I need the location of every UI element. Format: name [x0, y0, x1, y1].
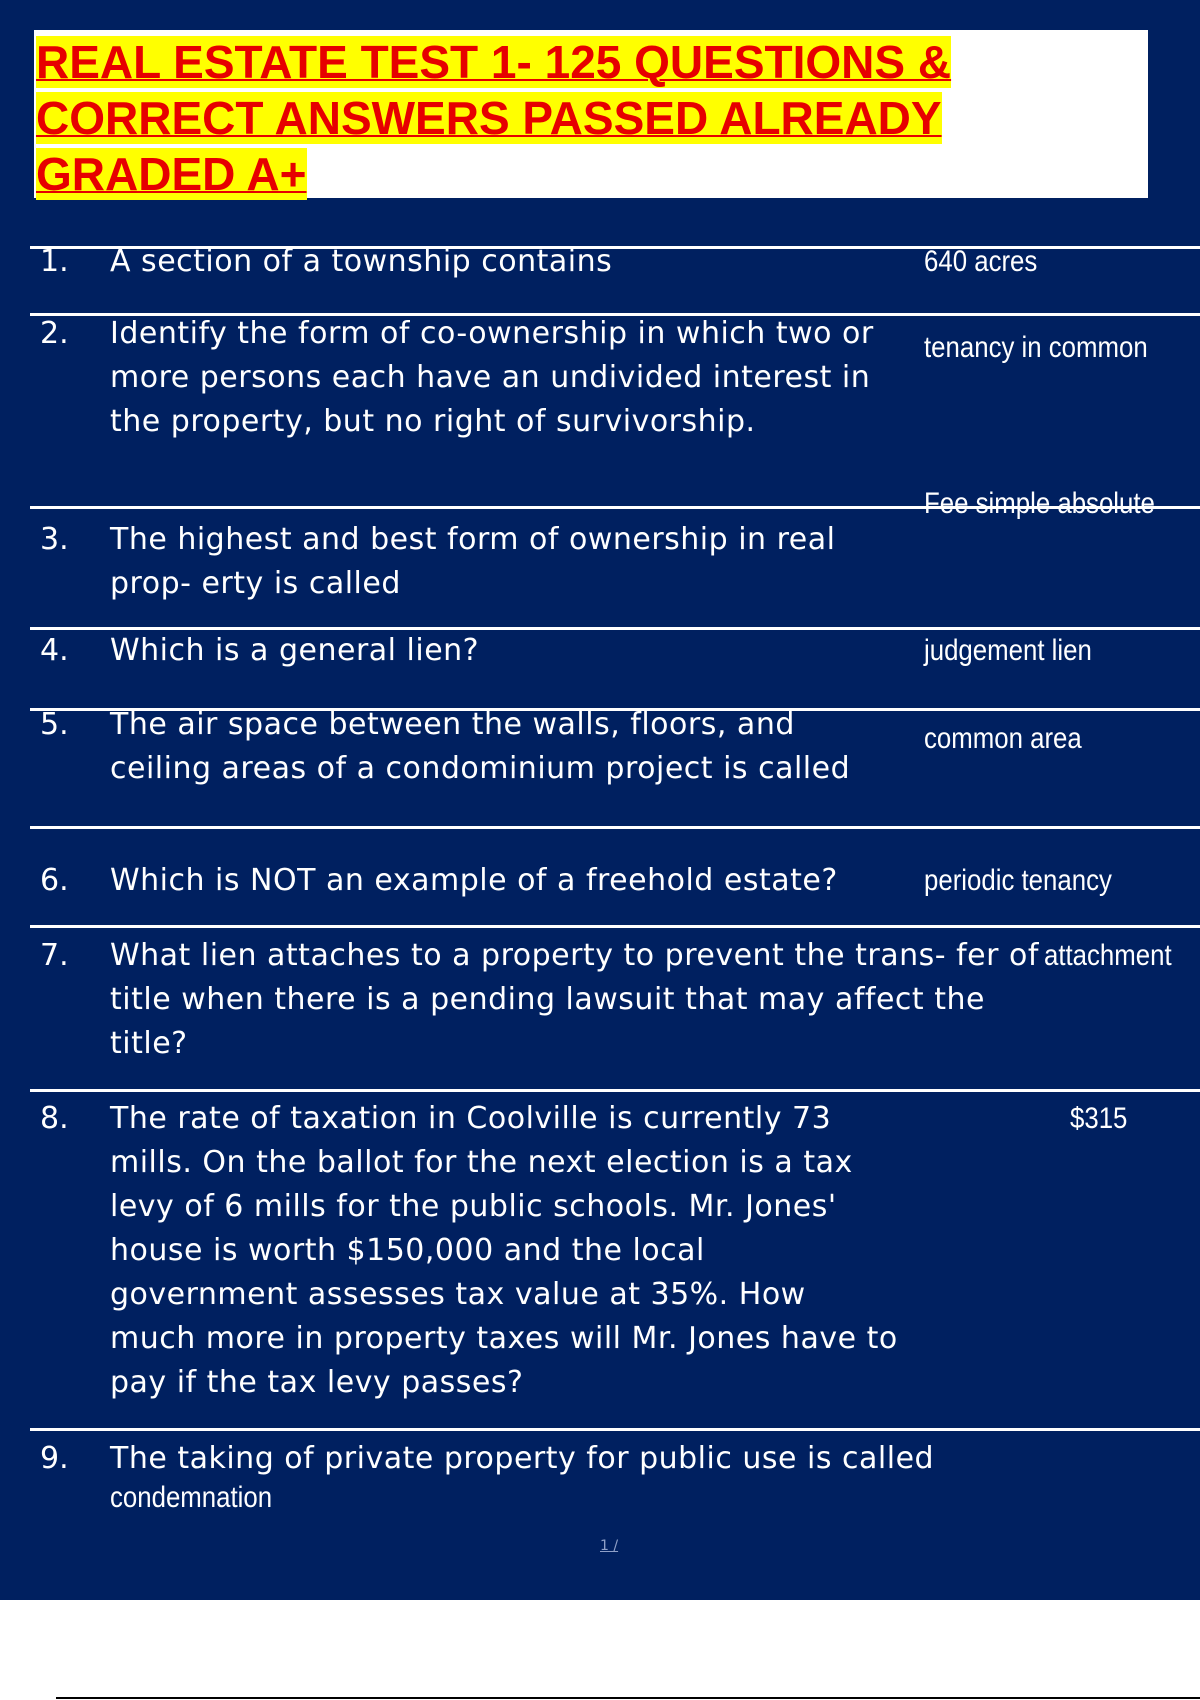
question-number: 4. [40, 633, 69, 668]
question-number: 1. [40, 244, 69, 279]
answer-text: periodic tenancy [924, 864, 1112, 897]
question-number: 7. [40, 938, 69, 973]
row-divider [30, 826, 1200, 829]
question-text: The highest and best form of ownership in real prop- erty is called [110, 522, 836, 601]
question-number: 2. [40, 316, 69, 351]
answer-text: condemnation [110, 1481, 273, 1514]
row-divider [30, 925, 1200, 928]
answer-text: 640 acres [924, 245, 1038, 278]
title-line-1: REAL ESTATE TEST 1- 125 QUESTIONS & [36, 36, 952, 88]
question-text: Identify the form of co-ownership in which two or more persons each have an undivided interest in the property, but no right of survivorship. [110, 316, 874, 439]
row-divider [30, 1428, 1200, 1431]
question-number: 9. [40, 1441, 69, 1476]
question-text: Which is NOT an example of a freehold estate? [110, 863, 838, 898]
document-title [36, 34, 1086, 202]
question-text: The air space between the walls, floors, and ceiling areas of a condominium project is called [110, 707, 851, 786]
question-number: 3. [40, 522, 69, 557]
question-text: The rate of taxation in Coolville is currently 73 mills. On the ballot for the next election is a tax levy of 6 mills for the public schools. Mr. Jones' house is worth $150,000 and the local government assesses tax value at 35%. How much more in property taxes will Mr. Jones have to pay if the tax levy passes? [110, 1101, 898, 1400]
answer-text: $315 [1070, 1102, 1128, 1135]
answer-text: judgement lien [924, 634, 1092, 667]
question-text: The taking of private property for public use is called [110, 1441, 935, 1476]
question-number: 8. [40, 1101, 69, 1136]
question-number: 6. [40, 863, 69, 898]
question-text: A section of a township contains [110, 244, 613, 279]
question-text: What lien attaches to a property to prevent the trans- fer of title when there is a pending lawsuit that may affect the title? [110, 938, 1039, 1061]
page-number: 1 / [600, 1538, 619, 1554]
answer-text: tenancy in common [924, 331, 1148, 364]
answer-text: Fee simple absolute [924, 487, 1155, 520]
answer-text: common area [924, 722, 1082, 755]
title-line-2: CORRECT ANSWERS PASSED ALREADY [36, 92, 942, 144]
row-divider [30, 1089, 1200, 1092]
question-text: Which is a general lien? [110, 633, 480, 668]
answer-text: attachment [1044, 939, 1172, 972]
title-line-3: GRADED A+ [36, 148, 307, 200]
question-number: 5. [40, 707, 69, 742]
footer-divider [56, 1697, 1200, 1699]
